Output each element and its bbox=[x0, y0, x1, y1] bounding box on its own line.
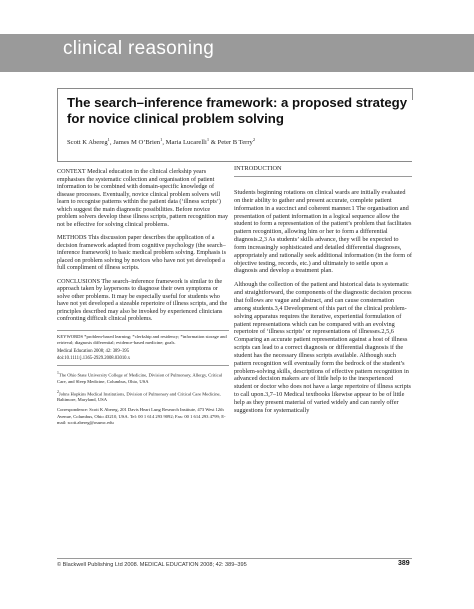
introduction-column bbox=[234, 164, 412, 421]
author-name: James M O’Brien bbox=[113, 139, 161, 147]
introduction-paragraph-1: Students beginning rotations on clinical wards are initially evaluated on their ability to gather and present accurate, complete patient information in a succinct and coherent manner.1 The organisation and presentation of patient information in a logical sequence allow the student to form a representation of the patient’s problem that facilitates pattern recognition, allowing him or her to form a differential diagnosis.2,3 As students’ skills advance, they will be expected to form increasingly sophisticated and detailed differential diagnoses, appropriately and rationally seek additional information (in the form of objective testing, records, etc.) and ultimately to settle upon a diagnosis and develop a treatment plan. bbox=[234, 189, 412, 275]
keywords: KEYWORDS *problem-based learning; *clerkship and residency; *information storage and retrieval; diagnosis differential; evidence-based medicine; goals. bbox=[57, 333, 227, 345]
article-title: The search–inference framework: a proposed strategy for novice clinical problem solving bbox=[67, 95, 408, 126]
title-block bbox=[57, 88, 412, 162]
divider bbox=[57, 365, 229, 366]
correspondence: Correspondence: Scott K Abereg, 201 Davis Heart Lung Research Institute, 473 West 12th Avenue, Columbus, Ohio 43210, USA. Tel: 00 1 614 293 9092; Fax: 00 1 614 293 4799; E-mail: scott.abereg@osumc.edu bbox=[57, 407, 226, 425]
author-name: Peter B Terry bbox=[217, 139, 253, 147]
citation bbox=[57, 349, 229, 362]
footer-divider bbox=[57, 558, 412, 559]
author-affiliation-mark: 2 bbox=[252, 137, 256, 142]
affiliation-mark: 1 bbox=[57, 371, 59, 375]
abstract-column bbox=[57, 169, 229, 426]
abstract-context: CONTEXT Medical education in the clinical clerkship years emphasises the systematic collection and organisation of patient information to be combined with domain-specific knowledge of disease processes. Eventually, novice clinical problem solvers will learn to recognise patterns within the patient data (‘illness scripts’) which suggest the main diagnostic possibilities. Before novice problem solvers develop these illness scripts, pattern recognition may not be effective for solving clinical problems. bbox=[57, 169, 229, 228]
section-banner-label: clinical reasoning bbox=[63, 38, 215, 59]
abstract-conclusions: CONCLUSIONS The search–inference framework is similar to the approach taken by laypersons to diagnose their own symptoms or solve other problems. It may be especially useful for students who have not yet developed a sizeable repertoire of illness scripts, and the principles described may also be invoked by experienced clinicians confronting difficult clinical problems. bbox=[57, 278, 228, 323]
affiliation bbox=[57, 389, 229, 404]
affiliation bbox=[57, 370, 229, 385]
author-affiliation-mark: 1 bbox=[107, 137, 110, 142]
abstract-methods: METHODS This discussion paper describes the application of a decision framework adapted from cognitive psychology (the search–inference framework) to basic medical problem solving. Emphasis is placed on problem solving by novices who have not yet developed a full compliment of illness scripts. bbox=[57, 235, 226, 272]
affiliation-mark: 2 bbox=[57, 389, 59, 394]
citation-doi: doi:10.1111/j.1365-2929.2008.03010.x bbox=[57, 355, 131, 361]
introduction-paragraph-2: Although the collection of the patient and historical data is systematic and straightforward, the components of the diagnostic decision process that follows are vague and abstract, and can cause consternation among students.3,4 Development of this part of the clinical problem-solving apparatus requires the iterative, experiential formulation of patient representations which can be compared with an evolving repertoire of ‘illness scripts’ or representations of illnesses.2,5,6 Comparing an accurate patient representation against a host of illness scripts can lead to a correct diagnosis or differential diagnosis if the student has the necessary illness scripts available. Although such pattern recognition will eventually form the bedrock of the student’s problem-solving skills, descriptions of effective pattern recognition in advanced decision makers are of little help to the inexperienced student or doctor who does not have a large repertoire of illness scripts to call upon.3,7–10 Medical textbooks likewise appear to be of little help as they present material of varied widely and can rarely offer suggestions for systematically bbox=[234, 281, 412, 414]
footer-copyright: © Blackwell Publishing Ltd 2008. MEDICAL EDUCATION 2008; 42: 389–395 bbox=[57, 562, 247, 568]
author-name: Scott K Abereg bbox=[67, 139, 108, 147]
affiliation-text: The Ohio State University College of Medicine, Division of Pulmonary, Allergy, Critical Care, and Sleep Medicine, Columbus, Ohio, USA bbox=[57, 372, 223, 384]
introduction-heading: INTRODUCTION bbox=[234, 164, 412, 177]
page-number: 389 bbox=[398, 560, 410, 567]
divider bbox=[57, 330, 229, 331]
affiliation-text: Johns Hopkins Medical Institutions, Division of Pulmonary and Critical Care Medicine, Baltimore, Maryland, USA bbox=[57, 391, 221, 403]
author-list: Scott K Abereg$^1$, James M O’Brien$^1$, Maria Lucarelli$^1$ & Peter B Terry$^2$ bbox=[67, 137, 256, 147]
section-banner bbox=[0, 34, 474, 72]
citation-journal: Medical Education 2008; 42: 389–395 bbox=[57, 349, 130, 355]
author-affiliation-mark: 1 bbox=[160, 137, 163, 142]
author-affiliation-mark: 1 bbox=[206, 137, 210, 142]
author-name: Maria Lucarelli bbox=[165, 139, 207, 147]
